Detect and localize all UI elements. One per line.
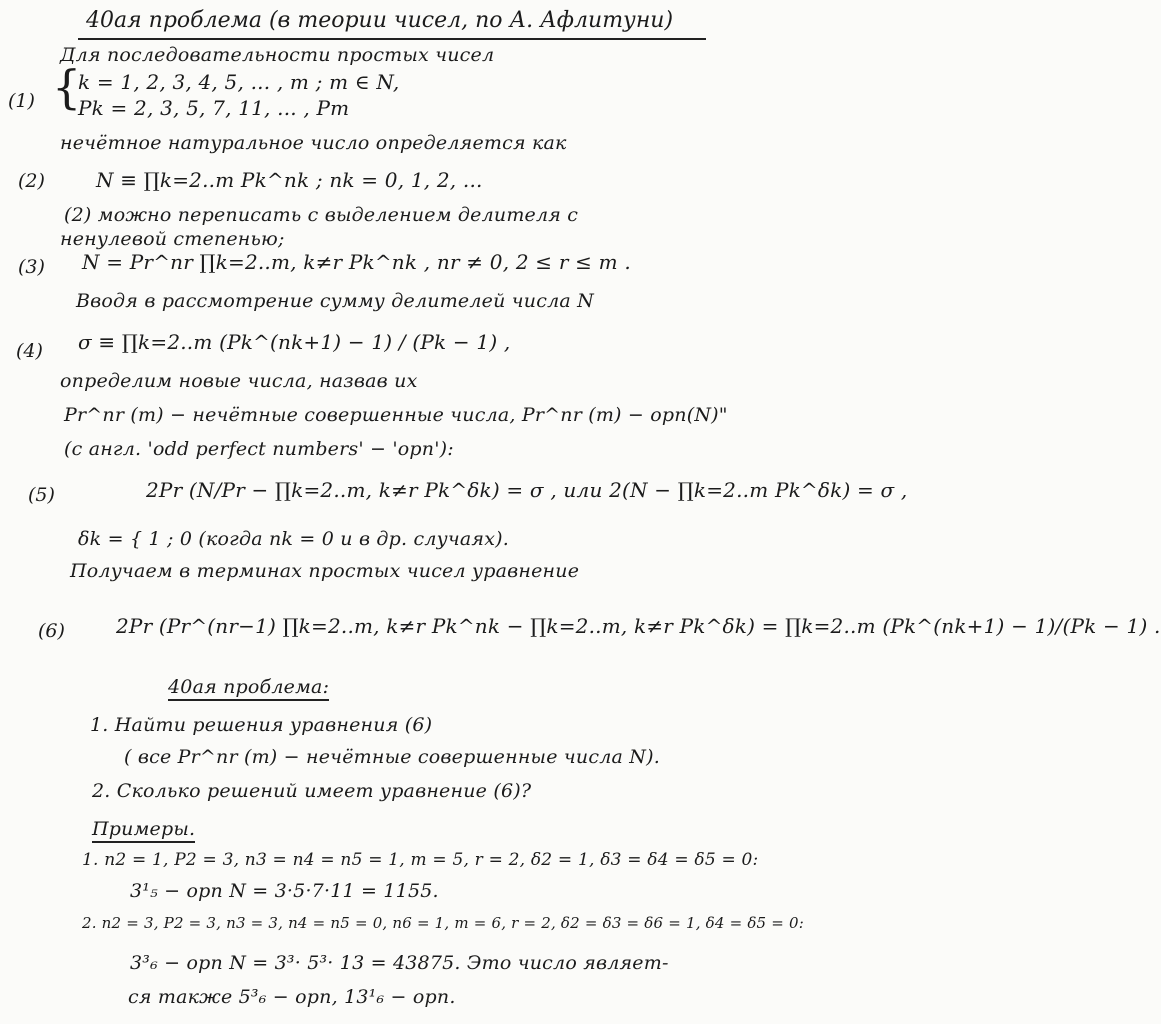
page-title: 40ая проблема (в теории чисел, по А. Афлитуни) <box>86 8 674 33</box>
brace-icon: { <box>52 60 82 114</box>
problem-heading-text: 40ая проблема: <box>168 676 329 701</box>
odd-definition-text: нечётное натуральное число определяется как <box>60 132 567 154</box>
eq4-number: (4) <box>16 340 43 362</box>
text4-line3: (с англ. 'odd perfect numbers' − 'opn'): <box>64 438 454 460</box>
text2-line1: (2) можно переписать с выделением делителя с <box>64 204 579 226</box>
eq6-number: (6) <box>38 620 65 642</box>
eq2-formula: N ≡ ∏k=2..m Pk^nk ; nk = 0, 1, 2, ... <box>96 168 483 192</box>
text4-line2: Pr^nr (m) − нечётные совершенные числа, Pr^nr (m) − opn(N)" <box>64 404 728 426</box>
text4-line1: определим новые числа, назвав их <box>60 370 418 392</box>
eq5-formula: 2Pr (N/Pr − ∏k=2..m, k≠r Pk^δk) = σ , или 2(N − ∏k=2..m Pk^δk) = σ , <box>146 478 908 502</box>
eq6-formula: 2Pr (Pr^(nr−1) ∏k=2..m, k≠r Pk^nk − ∏k=2..m, k≠r Pk^δk) = ∏k=2..m (Pk^(nk+1) − 1)/(Pk − 1) . <box>116 614 1161 638</box>
text2-line2: ненулевой степенью; <box>60 228 285 250</box>
problem-heading <box>168 676 329 698</box>
example-2-line1: 2. n2 = 3, P2 = 3, n3 = 3, n4 = n5 = 0, n6 = 1, m = 6, r = 2, δ2 = δ3 = δ6 = 1, δ4 = δ5 = 0: <box>82 914 804 932</box>
example-1-line2: 3¹₅ − opn N = 3·5·7·11 = 1155. <box>130 880 439 902</box>
text5-line2: Получаем в терминах простых чисел уравнение <box>70 560 580 582</box>
eq5-number: (5) <box>28 484 55 506</box>
task-1-line1: 1. Найти решения уравнения (6) <box>90 714 433 736</box>
examples-heading-text: Примеры. <box>92 818 195 843</box>
eq4-formula: σ ≡ ∏k=2..m (Pk^(nk+1) − 1) / (Pk − 1) , <box>78 330 511 354</box>
eq1-row2: Pk = 2, 3, 5, 7, 11, ... , Pm <box>78 96 350 120</box>
task-2: 2. Сколько решений имеет уравнение (6)? <box>92 780 532 802</box>
intro-text: Для последовательности простых чисел <box>60 44 495 66</box>
eq1-row1: k = 1, 2, 3, 4, 5, ... , m ; m ∈ N, <box>78 70 400 94</box>
example-2-line3: ся также 5³₆ − opn, 13¹₆ − opn. <box>128 986 456 1008</box>
example-1-line1: 1. n2 = 1, P2 = 3, n3 = n4 = n5 = 1, m = 5, r = 2, δ2 = 1, δ3 = δ4 = δ5 = 0: <box>82 850 759 870</box>
example-2-line2: 3³₆ − opn N = 3³· 5³· 13 = 43875. Это число являет- <box>130 952 669 974</box>
eq3-number: (3) <box>18 256 45 278</box>
examples-heading <box>92 818 195 840</box>
eq2-number: (2) <box>18 170 45 192</box>
text3: Вводя в рассмотрение сумму делителей числа N <box>76 290 594 312</box>
eq1-number: (1) <box>8 90 35 112</box>
delta-definition: δk = { 1 ; 0 (когда nk = 0 и в др. случаях). <box>78 528 509 550</box>
eq3-formula: N = Pr^nr ∏k=2..m, k≠r Pk^nk , nr ≠ 0, 2 ≤ r ≤ m . <box>82 250 631 274</box>
task-1-line2: ( все Pr^nr (m) − нечётные совершенные числа N). <box>124 746 660 768</box>
